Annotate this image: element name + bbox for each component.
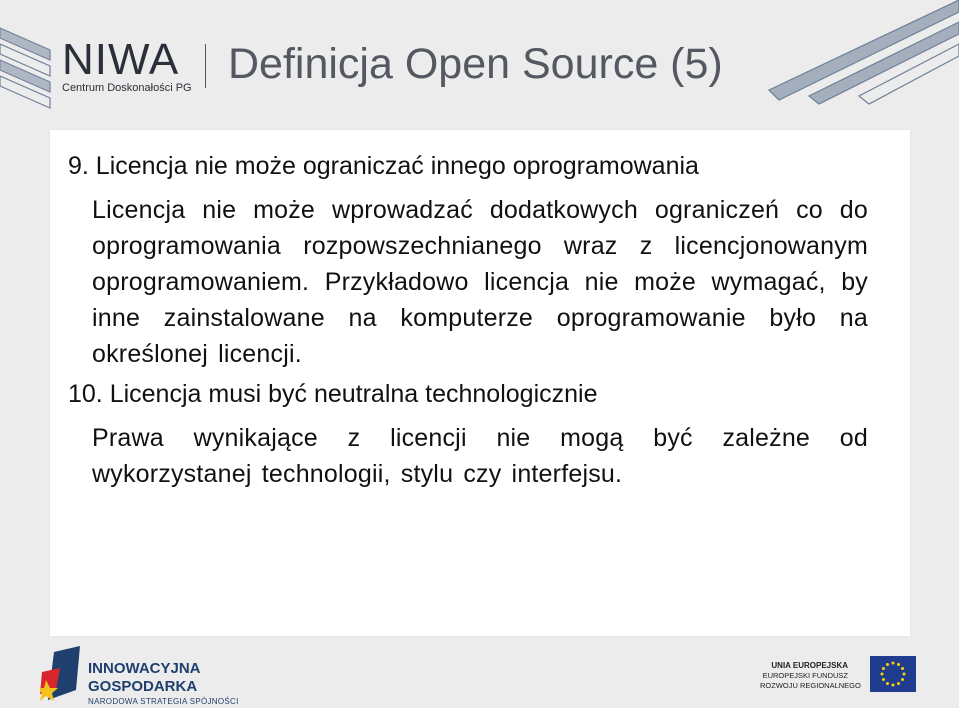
ig-logo-line1: INNOWACYJNA (88, 660, 201, 677)
decorative-stripes-left (0, 0, 60, 110)
item-body-10: Prawa wynikające z licencji nie mogą być zależne od wykorzystanej technologii, stylu czy interfejsu. (92, 424, 868, 488)
eu-star-icon (897, 682, 900, 685)
decorative-stripes-right (739, 0, 959, 110)
eu-logo-line2: EUROPEJSKI FUNDUSZ (762, 671, 848, 680)
title-divider (205, 44, 206, 88)
innowacyjna-gospodarka-emblem-icon (40, 646, 84, 704)
eu-logo-line3: ROZWOJU REGIONALNEGO (760, 681, 861, 690)
eu-star-icon (881, 673, 884, 676)
eu-logo-line1: UNIA EUROPEJSKA (771, 661, 848, 670)
slide-title: Definicja Open Source (5) (228, 40, 723, 88)
item-heading-9: 9. Licencja nie może ograniczać innego oprogramowania (68, 152, 699, 180)
eu-star-icon (892, 684, 895, 687)
eu-star-icon (901, 678, 904, 681)
eu-star-icon (892, 662, 895, 665)
eu-star-icon (897, 663, 900, 666)
eu-flag-icon (870, 656, 916, 692)
item-heading-10: 10. Licencja musi być neutralna technologicznie (68, 380, 598, 408)
eu-star-icon (882, 667, 885, 670)
innowacyjna-gospodarka-logo (40, 644, 240, 706)
slide-content (68, 150, 868, 498)
niwa-logo (62, 35, 192, 98)
eu-star-icon (901, 667, 904, 670)
eu-star-icon (886, 682, 889, 685)
niwa-logo-subtitle: Centrum Doskonałości PG (62, 82, 192, 94)
ig-logo-line2: GOSPODARKA (88, 678, 198, 695)
eu-star-icon (886, 663, 889, 666)
ig-logo-line3: NARODOWA STRATEGIA SPÓJNOŚCI (88, 697, 239, 706)
eu-star-icon (903, 673, 906, 676)
eu-logo (760, 656, 912, 696)
niwa-logo-word: NIWA (62, 35, 180, 84)
item-body-9: Licencja nie może wprowadzać dodatkowych ograniczeń co do oprogramowania rozpowszechnianego wraz z licencjonowanym oprogramowaniem. Przykładowo licencja nie może wymagać, by inne zainstalowane na komputerze oprogramowanie było na określonej licencji. (92, 196, 868, 368)
eu-star-icon (882, 678, 885, 681)
